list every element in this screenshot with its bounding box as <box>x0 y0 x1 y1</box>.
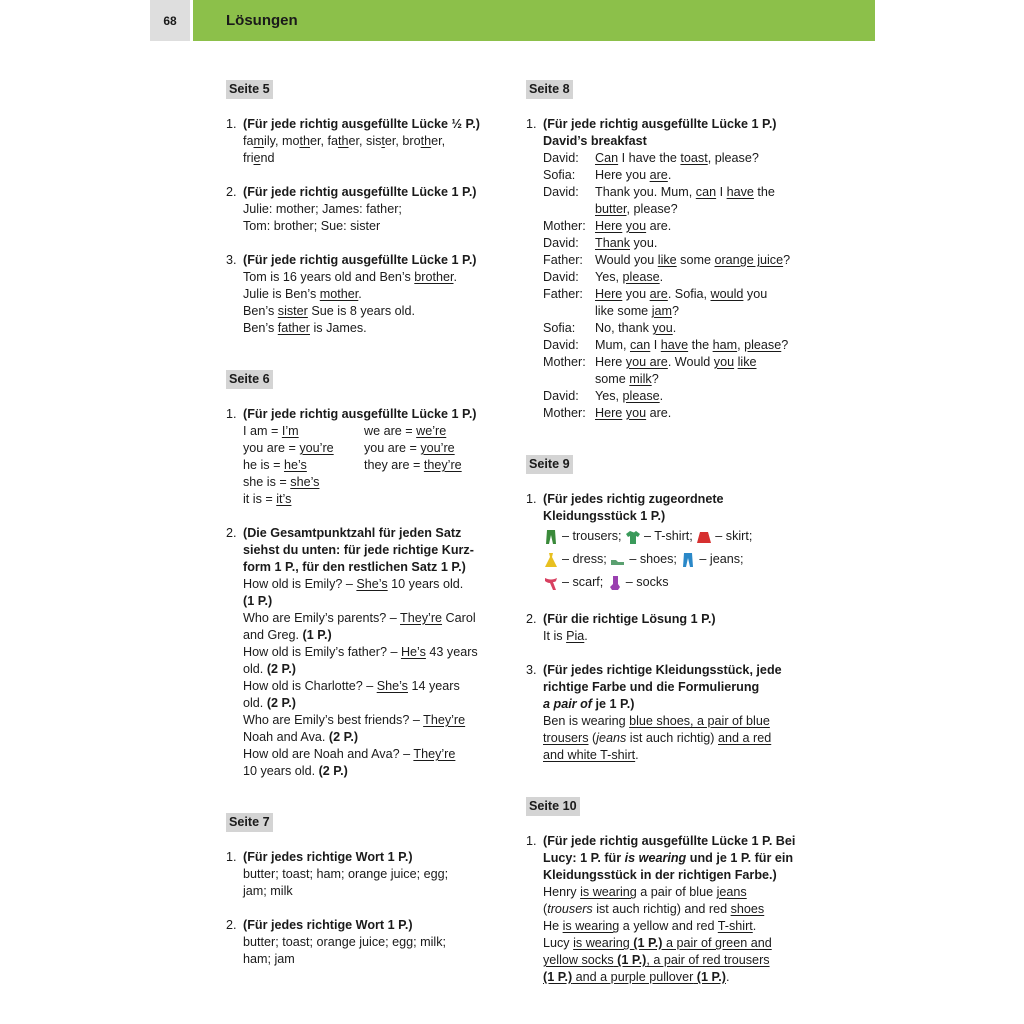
scarf-icon <box>543 575 559 591</box>
page-number: 68 <box>150 0 190 41</box>
left-column <box>226 80 506 968</box>
section-seite-9 <box>526 455 826 764</box>
header-bar <box>193 0 875 41</box>
exercise-2: 2. (Für die richtige Lösung 1 P.) It is Pia. <box>526 612 716 643</box>
exercise-1: 1. (Für jedes richtige Wort 1 P.) butter; toast; ham; orange juice; egg; jam; milk <box>226 850 449 898</box>
exercise-1: 1. (Für jede richtig ausgefüllte Lücke 1 P.) David’s breakfast David: Can I have the toast, please? Sofia: Here you are. David: Thank you. Mum, can I have the butter, please? Mother: Here you are. David: Thank you. Father: Would you like some orange juice? David: Yes, please. Father: Here you are. Sofia, would you like some jam? Sofia: No, thank you. David: Mum, can I have the ham, please? Mother: Here you are. Would you like some milk? David: Yes, please. Mother: Here you are. <box>526 116 826 422</box>
rubric: (Für jede richtig ausgefüllte Lücke 1 P.) <box>243 407 477 421</box>
section-heading: Seite 9 <box>526 455 573 474</box>
socks-icon <box>607 575 623 591</box>
section-seite-10 <box>526 797 826 986</box>
section-heading: Seite 7 <box>226 813 273 832</box>
dialogue: David: Can I have the toast, please? Sofia: Here you are. David: Thank you. Mum, can I have the butter, please? Mother: Here you are. David: Thank you. Father: Would you like some orange juice? David: Yes, please. Father: Here you are. Sofia, would you like some jam? Sofia: No, thank you. David: Mum, can I have the ham, please? Mother: Here you are. Would you like some milk? David: Yes, please. Mother: Here you are. <box>543 151 791 420</box>
exercise-2: 2. (Die Gesamtpunktzahl für jeden Satz siehst du unten: für jede richtige Kurz- form 1 P., für den restlichen Satz 1 P.) How old is Emily? – She’s 10 years old. (1 P.) Who are Emily’s parents? – They’re Carol and Greg. (1 P.) How old is Emily’s father? – He’s 43 years old. (2 P.) How old is Charlotte? – She’s 14 years old. (2 P.) Who are Emily’s best friends? – They’re Noah and Ava. (2 P.) How old are Noah and Ava? – They’re 10 years old. (2 P.) <box>226 526 478 778</box>
clothes-row: – trousers; – T-shirt; – skirt; <box>543 525 826 548</box>
page-title: Lösungen <box>226 12 298 29</box>
section-seite-5 <box>226 80 506 337</box>
exercise-1: 1. (Für jede richtig ausgefüllte Lücke 1 P.) I am = I’m we are = we’re you are = you’re you are = you’re he is = he’s they are = they’re she is = she’s it is = it’s <box>226 406 506 508</box>
short-forms-grid: I am = I’m we are = we’re you are = you’re you are = you’re he is = he’s they are = they’re she is = she’s it is = it’s <box>243 424 462 506</box>
trousers-icon <box>543 529 559 545</box>
shoes-icon <box>610 552 626 568</box>
jeans-icon <box>680 552 696 568</box>
section-heading: Seite 8 <box>526 80 573 99</box>
section-heading: Seite 5 <box>226 80 273 99</box>
rubric: (Für jede richtig ausgefüllte Lücke ½ P.) <box>243 117 481 131</box>
clothes-row: – dress; – shoes; – jeans; <box>543 548 826 571</box>
rubric: (Für jede richtig ausgefüllte Lücke 1 P.) <box>243 185 477 199</box>
tshirt-icon <box>625 529 641 545</box>
section-heading: Seite 6 <box>226 370 273 389</box>
exercise-1: 1. (Für jede richtig ausgefüllte Lücke ½ P.) family, mother, father, sister, brother, friend <box>226 116 506 167</box>
dress-icon <box>543 552 559 568</box>
section-seite-8 <box>526 80 826 422</box>
exercise-2: 2. (Für jede richtig ausgefüllte Lücke 1 P.) Julie: mother; James: father; Tom: brother; Sue: sister <box>226 184 506 235</box>
exercise-1: 1. (Für jede richtig ausgefüllte Lücke 1 P. Bei Lucy: 1 P. für is wearing und je 1 P. für ein Kleidungsstück in der richtigen Farbe.) Henry is wearing a pair of blue jeans (trousers ist auch richtig) and red shoes He is wearing a yellow and red T-shirt. Lucy is wearing (1 P.) a pair of green and yellow socks (1 P.), a pair of red trousers (1 P.) and a purple pullover (1 P.). <box>526 834 796 984</box>
exercise-3: 3. (Für jede richtig ausgefüllte Lücke 1 P.) Tom is 16 years old and Ben’s brother. Julie is Ben’s mother. Ben’s sister Sue is 8 years old. Ben’s father is James. <box>226 252 506 337</box>
exercise-1: 1. (Für jedes richtig zugeordnete Kleidungsstück 1 P.) – trousers; – T-shirt; – skirt; – dress; – shoes; – jeans; – scarf; – socks <box>526 491 826 594</box>
exercise-2: 2. (Für jedes richtige Wort 1 P.) butter; toast; orange juice; egg; milk; ham; jam <box>226 918 447 966</box>
clothes-row: – scarf; – socks <box>543 571 826 594</box>
rubric: (Für jede richtig ausgefüllte Lücke 1 P.) <box>243 253 477 267</box>
skirt-icon <box>696 529 712 545</box>
section-seite-7 <box>226 813 506 968</box>
exercise-3: 3. (Für jedes richtige Kleidungsstück, jede richtige Farbe und die Formulierung a pair of je 1 P.) Ben is wearing blue shoes, a pair of blue trousers (jeans ist auch richtig) and a red and white T-shirt. <box>526 663 782 762</box>
right-column <box>526 80 826 986</box>
section-seite-6 <box>226 370 506 780</box>
section-heading: Seite 10 <box>526 797 580 816</box>
